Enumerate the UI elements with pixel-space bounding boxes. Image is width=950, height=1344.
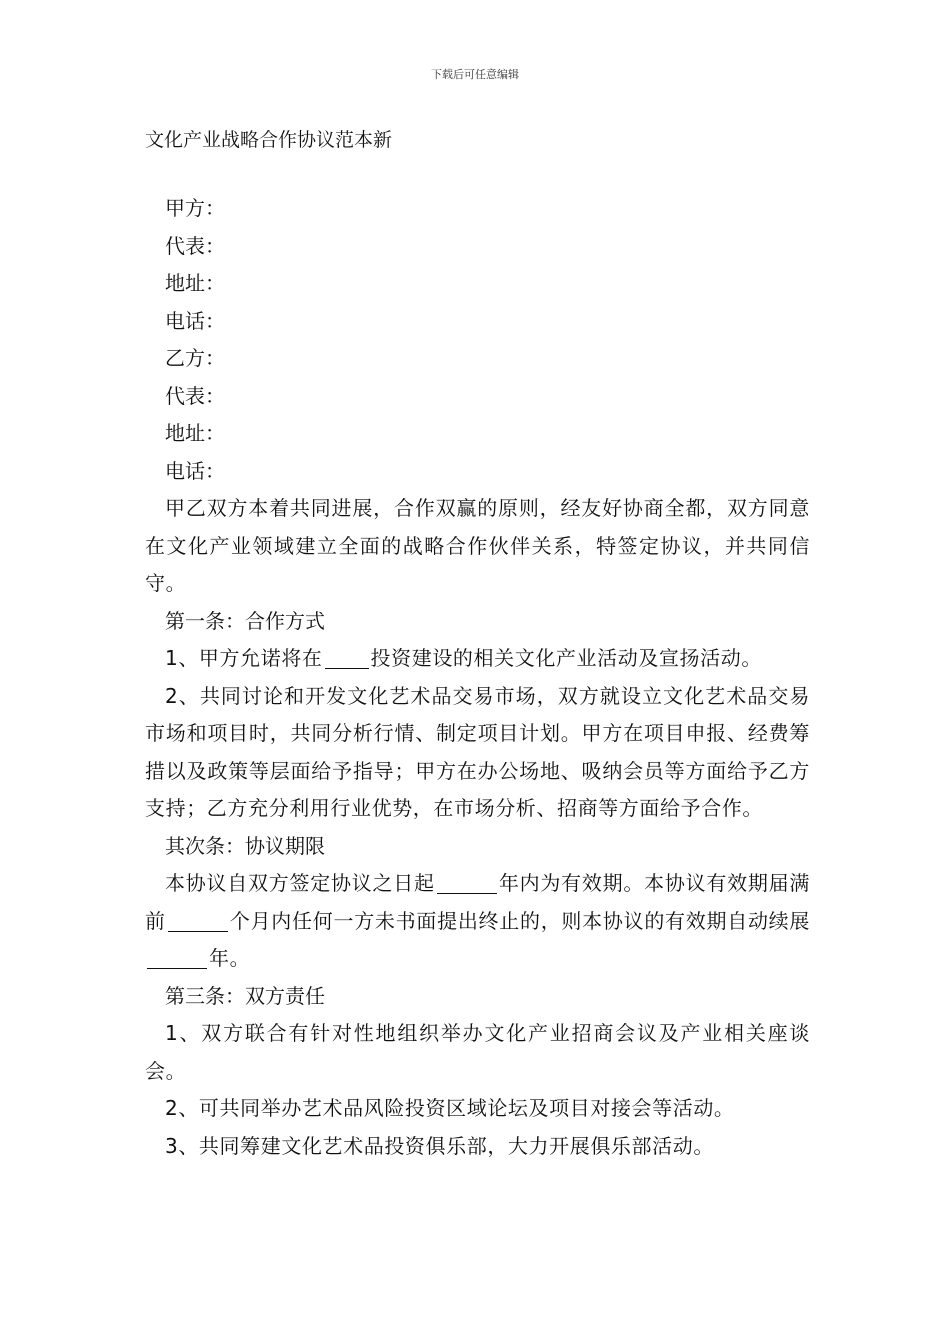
party-b-address-label: 地址： xyxy=(165,421,225,445)
fill-in-blank xyxy=(147,946,207,969)
party-a-phone-label: 电话： xyxy=(165,308,225,333)
article-1-item-1-text-a: 1、甲方允诺将在 xyxy=(165,646,323,670)
article-3-heading: 第三条：双方责任 xyxy=(165,983,325,1008)
party-a-name-label: 甲方： xyxy=(165,196,225,220)
fill-in-blank xyxy=(325,646,369,669)
document-title: 文化产业战略合作协议范本新 xyxy=(145,129,393,151)
article-1-heading: 第一条：合作方式 xyxy=(165,608,325,633)
article-2-paragraph xyxy=(145,865,810,978)
article-1-item-1-text-b: 投资建设的相关文化产业活动及宣扬活动。 xyxy=(370,646,762,670)
article-2-heading: 其次条：协议期限 xyxy=(165,833,325,858)
fill-in-blank xyxy=(437,871,497,894)
article-3-item-2: 2、可共同举办艺术品风险投资区域论坛及项目对接会等活动。 xyxy=(165,1096,735,1120)
article-2-text-b: 年内为有效期。本协议有效期届满前 xyxy=(145,871,810,933)
party-b-phone-label: 电话： xyxy=(165,458,225,483)
page-header-note: 下载后可任意编辑 xyxy=(431,68,519,81)
article-2-text-d: 年。 xyxy=(209,946,251,970)
fill-in-blank xyxy=(168,909,228,932)
article-1-item-2: 2、共同讨论和开发文化艺术品交易市场，双方就设立文化艺术品交易市场和项目时，共同分析行情、制定项目计划。甲方在项目申报、经费筹措以及政策等层面给予指导；甲方在办公场地、吸纳会员等方面给予乙方支持；乙方充分利用行业优势，在市场分析、招商等方面给予合作。 xyxy=(145,683,810,820)
party-b-name-label: 乙方： xyxy=(165,346,225,370)
article-3-item-1: 1、双方联合有针对性地组织举办文化产业招商会议及产业相关座谈会。 xyxy=(145,1021,810,1083)
article-1-item-1 xyxy=(145,640,810,678)
article-2-text-a: 本协议自双方签定协议之日起 xyxy=(165,871,435,895)
preamble-paragraph: 甲乙双方本着共同进展，合作双赢的原则，经友好协商全都，双方同意在文化产业领域建立全面的战略合作伙伴关系，特签定协议，并共同信守。 xyxy=(145,496,810,595)
article-2-text-c: 个月内任何一方未书面提出终止的，则本协议的有效期自动续展 xyxy=(229,908,810,933)
document-body xyxy=(145,190,810,1165)
party-a-rep-label: 代表： xyxy=(165,233,225,258)
party-b-rep-label: 代表： xyxy=(165,383,225,408)
party-a-address-label: 地址： xyxy=(165,271,225,295)
article-3-item-3: 3、共同筹建文化艺术品投资俱乐部，大力开展俱乐部活动。 xyxy=(165,1133,714,1158)
